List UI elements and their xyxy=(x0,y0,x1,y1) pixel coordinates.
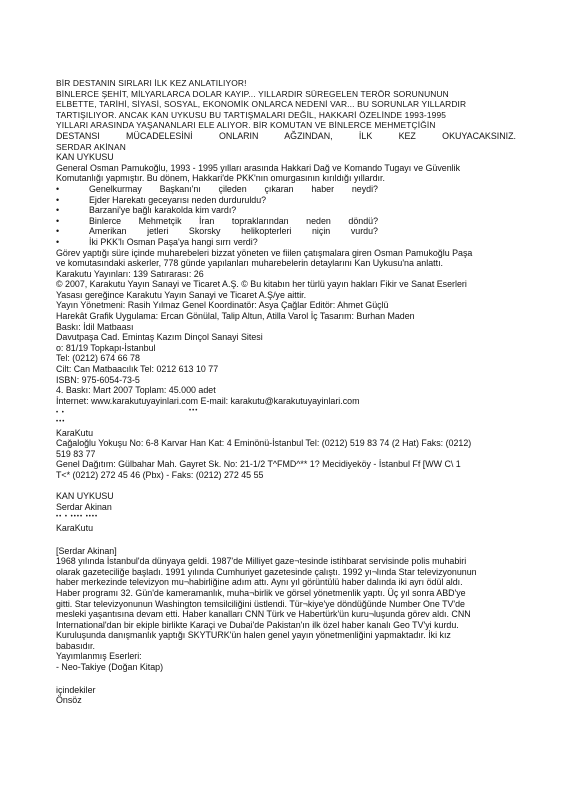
question-list xyxy=(56,184,516,248)
colophon-line: Yasası gereğince Karakutu Yayın Sanayi ve Ticaret A.Ş/ye aittir. xyxy=(56,289,307,300)
address-line: Genel Dağıtım: Gülbahar Mah. Gayret Sk. No: 21-1/2 T^FMD^** 1? Mecidiyeköy - İstanbul Ff [WW C\ 1 xyxy=(56,459,461,470)
colophon-line: Yayın Yönetmeni: Rasih Yılmaz Genel Koordinatör: Asya Çağlar Editör: Ahmet Güçlü xyxy=(56,300,389,311)
list-item-text: Genelkurmay Başkanı'nı çileden çıkaran haber neydi? xyxy=(89,183,378,194)
list-item xyxy=(56,195,516,206)
ocr-marks: • • xyxy=(56,410,65,417)
colophon-line: o: 81/19 Topkapı-İstanbul xyxy=(56,342,156,353)
bullet-marker: • xyxy=(56,215,60,226)
intro-line: General Osman Pamukoğlu, 1993 - 1995 yılları arasında Hakkari Dağ ve Komando Tugayı ve Güvenlik xyxy=(56,162,461,173)
duty-line: Görev yaptığı süre içinde muharebeleri bizzat yöneten ve fiilen çatışmalara giren Osman Pamukoğlu Paşa xyxy=(56,247,473,258)
bio-line: mesleki yaşantısına devam etti. Haber kanalları CNN Türk ve Habertürk'ün kuru¬luşunda görev aldı. CNN xyxy=(56,609,471,620)
ocr-marks: ••• xyxy=(56,419,66,425)
author-caps: SERDAR AKİNAN xyxy=(56,141,126,152)
toc-label: içindekiler xyxy=(56,684,96,695)
colophon-line: Davutpaşa Cad. Emintaş Kazım Dinçol Sanayi Sitesi xyxy=(56,332,263,343)
document-page xyxy=(56,78,516,706)
duty-line: ve komutasındaki askerler, 778 günde yapılanları muharebelerin detaylarını Kan Uykusu'na anlattı. xyxy=(56,258,443,269)
bullet-marker: • xyxy=(56,226,60,237)
bio-line: Kuruluşunda danışmanlık yaptığı SKYTURK'ün halen genel yayın yönetmenliğini yapmaktadır. İki kız xyxy=(56,630,451,641)
bio-line: babasıdır. xyxy=(56,640,95,651)
headline-line: ELBETTE, TARİHİ, SİYASİ, SOSYAL, EKONOMİK ONLARCA NEDENİ VAR... BU SORUNLAR YILLARDIR xyxy=(56,99,467,110)
list-item-text: Ejder Harekatı geceyarısı neden durduruldu? xyxy=(89,194,267,205)
works-item: - Neo-Takiye (Doğan Kitap) xyxy=(56,662,164,673)
headline-line: YILLARI ARASINDA YAŞANANLARI ELE ALIYOR. BİR KOMUTAN VE BİNLERCE MEHMETÇİĞİN xyxy=(56,120,436,131)
author-bio xyxy=(56,556,516,651)
list-item-text: İki PKK'lı Osman Paşa'ya hangi sırrı verdi? xyxy=(89,236,258,247)
colophon-line: Tel: (0212) 674 66 78 xyxy=(56,353,140,364)
publisher-address xyxy=(56,438,516,480)
foreword-label: Önsöz xyxy=(56,695,82,706)
colophon xyxy=(56,269,516,407)
publisher-name: KaraKutu xyxy=(56,522,94,533)
headline: BİR DESTANIN SIRLARI İLK KEZ ANLATILIYOR! xyxy=(56,78,247,88)
ocr-marks: ••• xyxy=(189,408,199,415)
bullet-marker: • xyxy=(56,205,60,216)
colophon-line: ISBN: 975-6054-73-5 xyxy=(56,374,140,385)
colophon-line: Harekât Grafik Uygulama: Ercan Gönülal, Talip Altun, Atilla Varol İç Tasarım: Burhan Maden xyxy=(56,311,415,322)
headline-line: TARTIŞILIYOR. ANCAK KAN UYKUSU BU TARTIŞMALARI DEĞİL, HAKKARİ ÖZELİNDE 1993-1995 xyxy=(56,109,447,120)
spacer xyxy=(56,534,516,546)
colophon-line: İnternet: www.karakutuyayinlari.com E-mail: karakutu@karakutuyayinlari.com xyxy=(56,395,360,406)
bullet-marker: • xyxy=(56,236,60,247)
bio-line: gitti. Star televizyonunun Washington temsilciliğini üstlendi. Tür¬kiye'ye döndüğünde Number One TV'de xyxy=(56,598,465,609)
intro-line: Komutanlığı yapmıştır. Bu dönem, Hakkari'de PKK'nın omurgasının kırıldığı yıllardır. xyxy=(56,173,385,184)
list-item xyxy=(56,205,516,216)
list-item-text: Amerikan jetleri Skorsky helikopterleri niçin vurdu? xyxy=(89,226,378,237)
list-item-text: Binlerce Mehmetçik İran topraklarından neden döndü? xyxy=(89,215,378,226)
works-header: Yayımlanmış Eserleri: xyxy=(56,651,142,662)
list-item-text: Barzani'ye bağlı karakolda kim vardı? xyxy=(89,205,237,216)
second-title: KAN UYKUSU xyxy=(56,491,114,502)
bio-line: olarak gazeteciliğe başladı. 1991 yılında Cumhuriyet gazetesinde çalıştı. 1992 yı¬lında Star televizyonunun xyxy=(56,566,477,577)
headline-line: BİNLERCE ŞEHİT, MİLYARLARCA DOLAR KAYIP... YILLARDIR SÜREGELEN TERÖR SORUNUNUN xyxy=(56,88,449,99)
bullet-marker: • xyxy=(56,194,60,205)
bio-line: 1968 yılında İstanbul'da dünyaya geldi. 1987'de Milliyet gaze¬tesinde istihbarat servisinde polis muhabiri xyxy=(56,556,467,567)
list-item xyxy=(56,237,516,248)
book-title: KAN UYKUSU xyxy=(56,152,114,163)
colophon-line: © 2007, Karakutu Yayın Sanayi ve Ticaret A.Ş. © Bu kitabın her türlü yayın hakları Fikir ve Sanat Eserleri xyxy=(56,279,467,290)
address-line: T<* (0212) 272 45 46 (Pbx) - Faks: (0212) 272 45 55 xyxy=(56,469,264,480)
colophon-line: Karakutu Yayınları: 139 Satırarası: 26 xyxy=(56,268,204,279)
list-item xyxy=(56,216,516,227)
ocr-marks: •• • •••• •••• xyxy=(56,514,99,521)
colophon-line: Cilt: Can Matbaacılık Tel: 0212 613 10 77 xyxy=(56,364,219,375)
list-item xyxy=(56,226,516,237)
headline-line: DESTANSI MÜCADELESİNİ ONLARIN AĞZINDAN, İLK KEZ OKUYACAKSINIZ. xyxy=(56,130,516,141)
bio-line: Haber programı 32. Gün'de kameramanlık, muha¬birlik ve görsel yönetmenlik yaptı. Üç yıl sonra ABD'ye xyxy=(56,587,466,598)
bullet-marker: • xyxy=(56,183,60,194)
author-bio-header: [Serdar Akinan] xyxy=(56,545,117,556)
spacer xyxy=(56,481,516,492)
colophon-line: Baskı: İdil Matbaası xyxy=(56,321,134,332)
ocr-marks-row xyxy=(56,406,516,417)
spacer xyxy=(56,673,516,685)
bio-line: International'dan bir ekiple birlikte Karaçi ve Dubai'de Pakistan'ın ilk özel haber kanalı Geo TV'yi kurdu. xyxy=(56,619,459,630)
author-name: Serdar Akinan xyxy=(56,501,112,512)
bio-line: haber merkezinde televizyon mu¬habirliğine adım attı. Aynı yıl görüntülü haber dalında iki ayrı ödül aldı. xyxy=(56,577,463,588)
address-line: 519 83 77 xyxy=(56,448,96,459)
publisher-name: KaraKutu xyxy=(56,427,94,438)
list-item xyxy=(56,184,516,195)
title-block xyxy=(56,78,516,152)
colophon-line: 4. Baskı: Mart 2007 Toplam: 45.000 adet xyxy=(56,385,216,396)
address-line: Cağaloğlu Yokuşu No: 6-8 Karvar Han Kat: 4 Eminönü-İstanbul Tel: (0212) 519 83 74 (2 Hat) Faks: (0212) xyxy=(56,438,472,449)
